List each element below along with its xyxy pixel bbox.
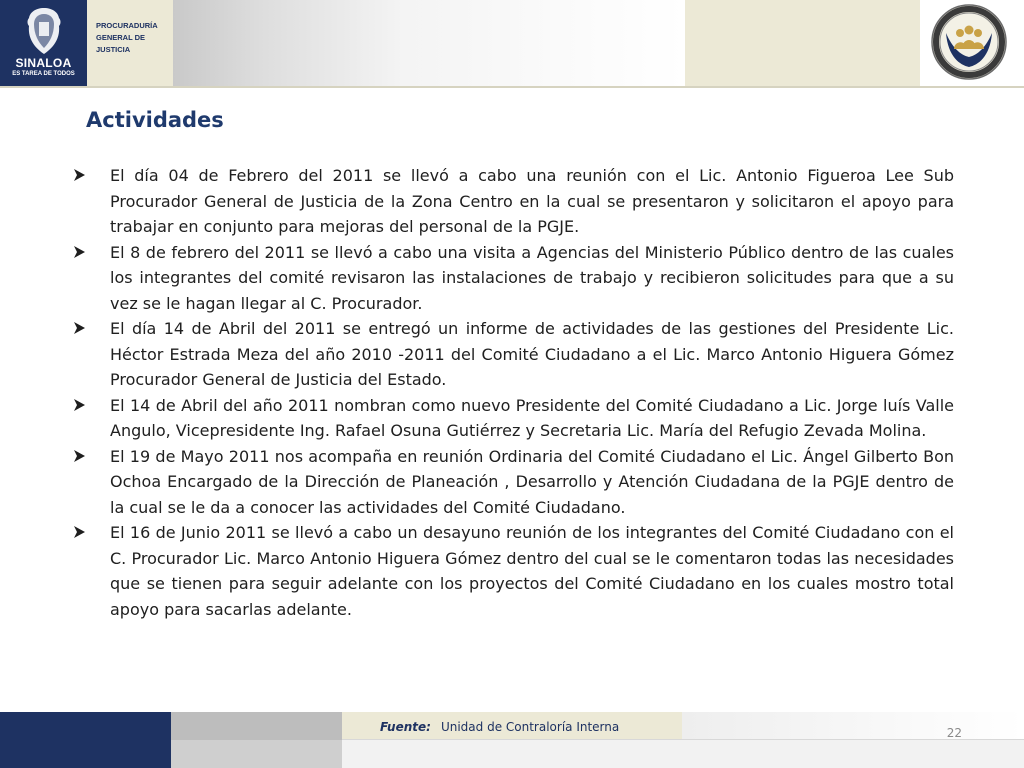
header-tan-band — [685, 0, 920, 86]
brand-tagline: ES TAREA DE TODOS — [12, 71, 75, 77]
state-crest-icon — [22, 6, 66, 56]
arrowhead-bullet-icon — [72, 168, 86, 182]
list-item — [72, 240, 954, 317]
source-label: Fuente: — [380, 720, 431, 734]
list-item — [72, 444, 954, 521]
footer-light-band — [342, 740, 1024, 768]
committee-seal-icon — [930, 3, 1008, 81]
arrowhead-bullet-icon — [72, 449, 86, 463]
arrowhead-bullet-icon — [72, 398, 86, 412]
source-text: Unidad de Contraloría Interna — [440, 720, 620, 734]
agency-line: GENERAL DE — [96, 33, 146, 42]
arrowhead-bullet-icon — [72, 245, 86, 259]
agency-line: JUSTICIA — [96, 45, 131, 54]
footer-navy-block — [0, 712, 171, 768]
list-item — [72, 393, 954, 444]
page-number: 22 — [946, 726, 962, 740]
slide-footer — [0, 712, 1024, 768]
list-item-text: El día 04 de Febrero del 2011 se llevó a cabo una reunión con el Lic. Antonio Figueroa Lee Sub Procurador General de Justicia de la Zona Centro en la cual se presentaron y solicitaron el apoyo para trabajar en conjunto para mejoras del personal de la PGJE. — [110, 166, 954, 236]
source-note — [380, 720, 619, 734]
footer-gradient-band — [682, 712, 1024, 740]
list-item-text: El 19 de Mayo 2011 nos acompaña en reunión Ordinaria del Comité Ciudadano el Lic. Ángel Gilberto Bon Ochoa Encargado de la Dirección de Planeación , Desarrollo y Atención Ciudadana de la PGJE dentro de la cual se le da a conocer las actividades del Comité Ciudadano. — [110, 446, 954, 517]
list-item-text: El 8 de febrero del 2011 se llevó a cabo una visita a Agencias del Ministerio Público dentro de las cuales los integrantes del comité revisaron las instalaciones de trabajo y recibieron solicitudes para que a su vez se le hagan llegar al C. Procurador. — [110, 242, 954, 313]
brand-name: SINALOA — [15, 56, 72, 70]
list-item — [72, 316, 954, 393]
agency-line: PROCURADURÍA — [96, 21, 158, 30]
slide-header — [0, 0, 1024, 86]
header-divider — [0, 86, 1024, 88]
activity-list — [72, 163, 954, 622]
list-item-text: El día 14 de Abril del 2011 se entregó un informe de actividades de las gestiones del Presidente Lic. Héctor Estrada Meza del año 2010 -2011 del Comité Ciudadano a el Lic. Marco Antonio Higuera Gómez Procurador General de Justicia del Estado. — [110, 319, 954, 389]
agency-name — [96, 20, 172, 56]
footer-gray-band — [171, 712, 342, 740]
arrowhead-bullet-icon — [72, 525, 86, 539]
page-title: Actividades — [86, 108, 224, 132]
header-gradient-band — [173, 0, 685, 86]
list-item-text: El 14 de Abril del año 2011 nombran como nuevo Presidente del Comité Ciudadano a Lic. Jorge luís Valle Angulo, Vicepresidente Ing. Rafael Osuna Gutiérrez y Secretaria Lic. María del Refugio Zevada Molina. — [110, 395, 954, 440]
list-item — [72, 163, 954, 240]
list-item — [72, 520, 954, 622]
list-item-text: El 16 de Junio 2011 se llevó a cabo un desayuno reunión de los integrantes del Comité Ciudadano con el C. Procurador Lic. Marco Antonio Higuera Gómez dentro del cual se le comentaron todas las necesidades que se tienen para seguir adelante con los proyectos del Comité Ciudadano en los cuales mostro total apoyo para sacarlas adelante. — [110, 523, 954, 619]
arrowhead-bullet-icon — [72, 321, 86, 335]
